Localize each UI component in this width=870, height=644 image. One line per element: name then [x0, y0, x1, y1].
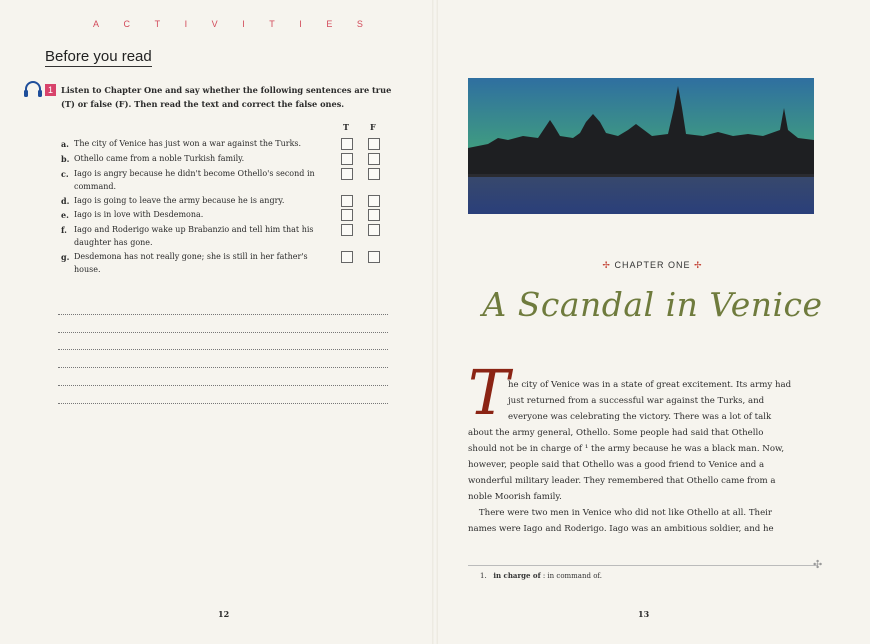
statement-text: Iago is in love with Desdemona.	[74, 210, 204, 219]
statement	[61, 251, 331, 276]
activities-header	[93, 19, 363, 29]
false-checkbox[interactable]	[368, 224, 380, 236]
false-checkbox[interactable]	[368, 209, 380, 221]
statement-text: Desdemona has not really gone; she is still in her father's house.	[74, 252, 308, 274]
false-column-header: F	[370, 122, 376, 132]
footnote-term: in charge of	[493, 571, 541, 580]
false-checkbox[interactable]	[368, 195, 380, 207]
true-column-header: T	[343, 122, 349, 132]
body-line: however, people said that Othello was a good friend to Venice and a	[468, 460, 765, 470]
header-letter: V	[211, 19, 218, 29]
header-letter: T	[269, 19, 275, 29]
header-letter: T	[154, 19, 161, 29]
body-line: noble Moorish family.	[468, 492, 562, 502]
section-title: Before you read	[45, 48, 152, 65]
statement-text: Othello came from a noble Turkish family.	[74, 154, 245, 163]
statement-letter: c.	[61, 169, 69, 179]
chapter-label	[435, 260, 870, 271]
true-checkbox[interactable]	[341, 138, 353, 150]
true-checkbox[interactable]	[341, 153, 353, 165]
true-checkbox[interactable]	[341, 168, 353, 180]
answer-line[interactable]	[58, 349, 388, 350]
statement	[61, 153, 331, 166]
false-checkbox[interactable]	[368, 153, 380, 165]
statement-text: Iago is going to leave the army because he is angry.	[74, 196, 285, 205]
body-line: There were two men in Venice who did not like Othello at all. Their	[468, 508, 773, 518]
header-letter: A	[93, 19, 100, 29]
statement-letter: e.	[61, 210, 69, 220]
true-checkbox[interactable]	[341, 251, 353, 263]
body-line: should not be in charge of ¹ the army because he was a black man. Now,	[468, 444, 785, 454]
answer-line[interactable]	[58, 332, 388, 333]
body-line: names were Iago and Roderigo. Iago was an ambitious soldier, and he	[468, 524, 774, 534]
header-letter: E	[326, 19, 333, 29]
header-letter: C	[123, 19, 131, 29]
header-letter: I	[299, 19, 302, 29]
answer-line[interactable]	[58, 385, 388, 386]
true-checkbox[interactable]	[341, 224, 353, 236]
statement-text: Iago is angry because he didn't become Othello's second in command.	[74, 169, 315, 191]
instruction-text: Listen to Chapter One and say whether the following sentences are true (T) or false (F). Then read the text and correct the false ones.	[61, 85, 392, 109]
ornament-icon: ✣	[813, 558, 823, 571]
statement	[61, 138, 331, 151]
footnote-definition: : in command of.	[542, 572, 602, 580]
body-line: wonderful military leader. They remembered that Othello came from a	[468, 476, 776, 486]
footnote-number: 1.	[480, 572, 487, 580]
chapter-label-text: CHAPTER ONE	[614, 260, 691, 270]
statement-letter: f.	[61, 225, 67, 235]
footnote	[480, 571, 602, 580]
statement-letter: b.	[61, 154, 70, 164]
venice-skyline-illustration	[468, 78, 814, 214]
page-number: 13	[638, 609, 650, 619]
statement	[61, 209, 331, 222]
statement-letter: g.	[61, 252, 70, 262]
drop-cap: T	[468, 356, 510, 429]
true-checkbox[interactable]	[341, 195, 353, 207]
false-checkbox[interactable]	[368, 168, 380, 180]
headphones-icon	[23, 80, 43, 98]
answer-line[interactable]	[58, 367, 388, 368]
true-checkbox[interactable]	[341, 209, 353, 221]
answer-line[interactable]	[58, 314, 388, 315]
statement	[61, 168, 331, 193]
footnote-divider	[468, 565, 818, 566]
false-checkbox[interactable]	[368, 251, 380, 263]
page-number: 12	[218, 609, 230, 619]
statement-letter: a.	[61, 139, 69, 149]
right-page	[435, 0, 870, 644]
chapter-title: A Scandal in Venice	[482, 285, 823, 324]
body-line: just returned from a successful war against the Turks, and	[508, 396, 765, 406]
header-letter: S	[356, 19, 363, 29]
statement	[61, 224, 331, 249]
answer-line[interactable]	[58, 403, 388, 404]
header-letter: I	[242, 19, 245, 29]
ornament-icon: ✢	[602, 260, 611, 270]
body-line: about the army general, Othello. Some people had said that Othello	[468, 428, 764, 438]
body-line: everyone was celebrating the victory. There was a lot of talk	[508, 412, 772, 422]
header-letter: I	[184, 19, 188, 29]
ornament-icon: ✢	[694, 260, 703, 270]
statement	[61, 195, 331, 208]
false-checkbox[interactable]	[368, 138, 380, 150]
body-line: he city of Venice was in a state of great excitement. Its army had	[508, 380, 792, 390]
question-number: 1	[45, 84, 56, 96]
statement-letter: d.	[61, 196, 70, 206]
statement-text: Iago and Roderigo wake up Brabanzio and tell him that his daughter has gone.	[74, 225, 314, 247]
statement-text: The city of Venice has just won a war against the Turks.	[74, 139, 302, 148]
